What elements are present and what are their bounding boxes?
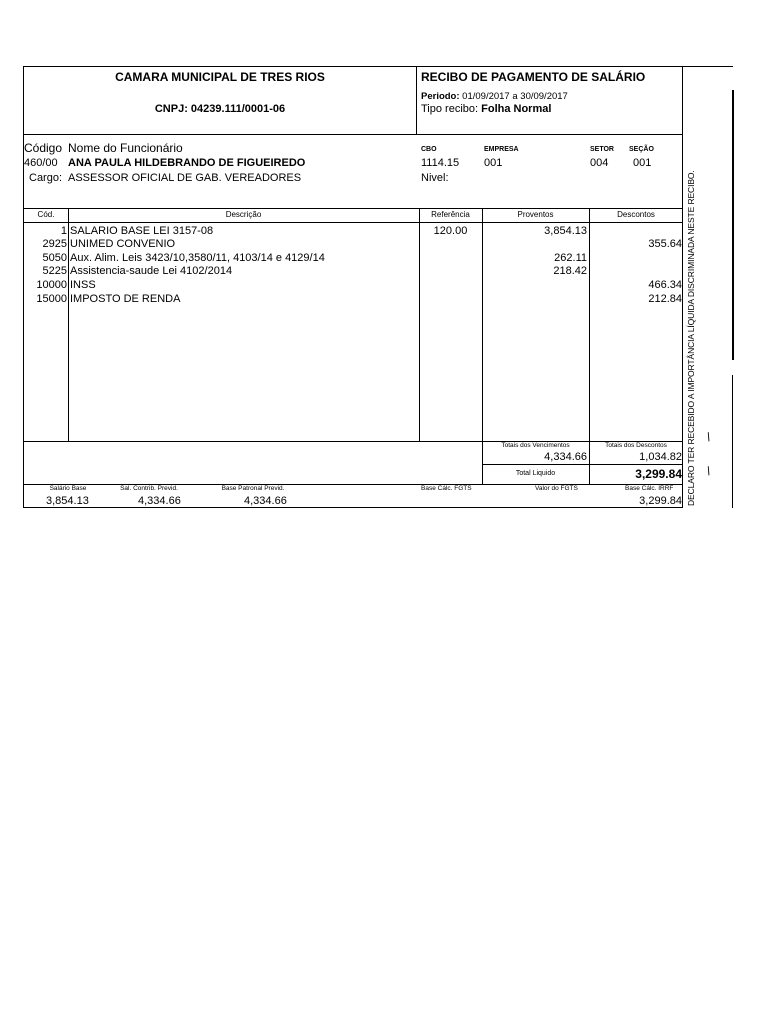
row-descontos: 212.84 (648, 293, 682, 305)
sal-contrib-label: Sal. Contrib. Previd. (120, 485, 178, 492)
row-proventos: 218.42 (553, 265, 587, 277)
employee-code: 460/00 (24, 157, 58, 169)
totals-vencimentos-label: Totais dos Vencimentos (501, 442, 570, 449)
receipt-type-label: Tipo recibo: (421, 103, 479, 115)
receipt-declaration: DECLARO TER RECEBIDO A IMPORTÂNCIA LÍQUIDA DISCRIMINADA NESTE RECIBO. (686, 170, 696, 506)
col-divider-code (68, 208, 69, 441)
period-line (421, 92, 568, 102)
totals-descontos-value: 1,034.82 (639, 451, 682, 463)
employer-cnpj: CNPJ: 04239.111/0001-06 (154, 103, 286, 115)
col-header-desc: Descrição (225, 210, 262, 219)
row-description: IMPOSTO DE RENDA (70, 293, 181, 305)
row-code: 5050 (42, 252, 67, 264)
secao-value: 001 (633, 157, 652, 169)
row-description: Aux. Alim. Leis 3423/10,3580/11, 4103/14 e 4129/14 (70, 252, 325, 264)
row-proventos: 3,854.13 (544, 225, 587, 237)
col-header-descontos: Descontos (617, 210, 655, 219)
side-line-upper (732, 90, 734, 360)
base-irrf-value: 3,299.84 (639, 495, 682, 507)
row-description: Assistencia-saude Lei 4102/2014 (70, 265, 233, 277)
empresa-value: 001 (484, 157, 503, 169)
period-value: 01/09/2017 a 30/09/2017 (462, 91, 568, 102)
row-code: 2925 (42, 238, 67, 250)
row-descontos: 355.64 (648, 238, 682, 250)
table-header-rule (23, 222, 683, 223)
cbo-label: CBO (421, 146, 437, 153)
row-reference: 120.00 (433, 225, 468, 237)
row-description: SALARIO BASE LEI 3157-08 (70, 225, 214, 237)
liquido-label: Total Liquido (515, 470, 556, 477)
employer-name: CAMARA MUNICIPAL DE TRES RIOS (115, 70, 325, 84)
table-bottom-rule (23, 441, 683, 442)
row-code: 15000 (36, 293, 67, 305)
row-descontos: 466.34 (648, 279, 682, 291)
signature-date-slash: / (704, 463, 713, 479)
totals-rule (482, 464, 683, 465)
nivel-label: Nivel: (421, 172, 449, 184)
doc-title: RECIBO DE PAGAMENTO DE SALÁRIO (421, 70, 646, 84)
row-code: 5225 (42, 265, 67, 277)
col-header-prov: Proventos (517, 210, 554, 219)
col-header-code: Cód. (37, 210, 55, 219)
header-bottom-rule (23, 134, 683, 135)
signature-date-slash: / (704, 429, 713, 445)
setor-value: 004 (590, 157, 609, 169)
cargo-value: ASSESSOR OFICIAL DE GAB. VEREADORES (68, 172, 302, 184)
row-code: 10000 (36, 279, 67, 291)
salario-base-label: Salário Base (49, 485, 87, 492)
row-code: 1 (60, 225, 67, 237)
row-proventos: 262.11 (554, 252, 587, 264)
secao-label: SEÇÃO (629, 146, 654, 153)
side-top-rule (683, 66, 733, 67)
base-patronal-value: 4,334.66 (244, 495, 287, 507)
totals-vencimentos-value: 4,334.66 (544, 451, 587, 463)
period-label: Periodo: (421, 91, 460, 102)
header-divider (416, 66, 417, 134)
totals-descontos-label: Totais dos Descontos (605, 442, 667, 449)
empresa-label: EMPRESA (484, 146, 519, 153)
base-patronal-label: Base Patronal Previd. (221, 485, 285, 492)
col-divider-desc (419, 208, 420, 441)
setor-label: SETOR (590, 146, 614, 153)
side-line-lower (732, 375, 733, 508)
row-description: INSS (70, 279, 96, 291)
receipt-type-value: Folha Normal (481, 103, 552, 115)
row-description: UNIMED CONVENIO (70, 238, 176, 250)
base-fgts-label: Base Cálc. FGTS (421, 485, 472, 492)
receipt-type-line (421, 104, 551, 115)
cbo-value: 1114.15 (421, 157, 460, 169)
valor-fgts-label: Valor do FGTS (535, 485, 578, 492)
employee-name-label: Nome do Funcionário (68, 141, 183, 155)
sal-contrib-value: 4,334.66 (138, 495, 181, 507)
salario-base-value: 3,854.13 (46, 495, 89, 507)
employee-code-label: Código (24, 141, 63, 155)
liquido-value: 3,299.84 (635, 467, 682, 481)
cargo-label: Cargo: (29, 172, 63, 184)
table-top-rule (23, 208, 683, 209)
employee-name: ANA PAULA HILDEBRANDO DE FIGUEIREDO (68, 157, 306, 169)
base-irrf-label: Base Cálc. IRRF (625, 485, 674, 492)
col-header-ref: Referência (431, 210, 470, 219)
